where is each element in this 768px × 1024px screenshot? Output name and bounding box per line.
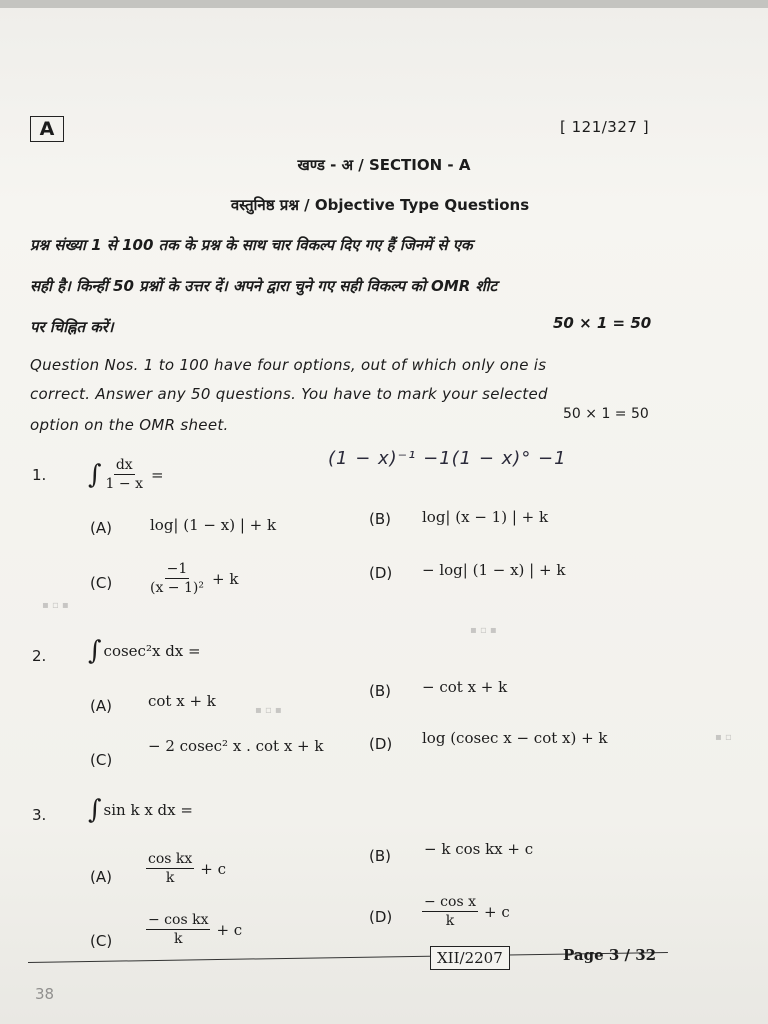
- q2-option-d-text: log (cosec x − cot x) + k: [422, 729, 608, 747]
- q3-option-d-suffix: + c: [483, 902, 510, 921]
- bleed-through-mark: ▪ ▫ ▪: [255, 705, 282, 716]
- q1-option-b-text: log| (x − 1) | + k: [422, 508, 549, 526]
- question-3-stem: [88, 797, 193, 823]
- q3-option-d-label: (D): [369, 908, 393, 926]
- q3-option-a-suffix: + c: [200, 859, 227, 878]
- q1-option-c-fraction: [148, 560, 206, 597]
- question-2-stem: [88, 638, 201, 664]
- fraction-denominator: k: [173, 931, 183, 947]
- fraction-numerator: − cos kx: [148, 912, 209, 928]
- q1-option-c-suffix: + k: [211, 569, 239, 588]
- q1-option-d-label: (D): [369, 564, 393, 582]
- footer-page-number: Page 3 / 32: [563, 946, 657, 964]
- equals-sign: =: [150, 465, 164, 484]
- fraction-denominator: (x − 1)²: [150, 580, 204, 596]
- q2-option-c-label: (C): [90, 751, 113, 769]
- english-instruction-line-2: correct. Answer any 50 questions. You have to mark your selected: [30, 385, 548, 403]
- fraction-numerator: −1: [166, 561, 188, 577]
- fraction-denominator: 1 − x: [105, 476, 143, 492]
- q3-option-d-fraction: [422, 893, 478, 930]
- bleed-through-number: 38: [35, 985, 55, 1003]
- q3-option-c-suffix: + c: [216, 920, 243, 939]
- integral-sign: ∫: [88, 459, 102, 490]
- q1-option-a-text: log| (1 − x) | + k: [150, 516, 277, 534]
- bleed-through-mark: ▪ ▫: [715, 732, 732, 743]
- q2-option-b-text: − cot x + k: [422, 678, 508, 696]
- bleed-through-mark: ▪ ▫ ▪: [42, 600, 69, 611]
- integral-sign: ∫: [88, 795, 102, 825]
- question-1-stem: [88, 456, 164, 493]
- q1-option-b-label: (B): [369, 510, 391, 528]
- fraction-denominator: k: [165, 870, 175, 886]
- section-title: खण्ड - अ / SECTION - A: [297, 156, 471, 174]
- scan-top-edge: [0, 0, 768, 8]
- paper-code: [ 121/327 ]: [560, 118, 650, 136]
- question-1-number: 1.: [32, 466, 47, 484]
- fraction-numerator: − cos x: [424, 894, 476, 910]
- english-instruction-line-1: Question Nos. 1 to 100 have four options, out of which only one is: [30, 356, 547, 374]
- q1-option-a-label: (A): [90, 519, 112, 537]
- objective-title: वस्तुनिष्ठ प्रश्न / Objective Type Questions: [230, 196, 530, 214]
- hindi-marks: 50 × 1 = 50: [553, 314, 652, 332]
- q3-option-a-label: (A): [90, 868, 112, 886]
- q3-option-c-label: (C): [90, 932, 113, 950]
- english-instruction-line-3: option on the OMR sheet.: [30, 416, 229, 434]
- set-label-box: A: [30, 116, 64, 142]
- q2-option-b-label: (B): [369, 682, 391, 700]
- hindi-instruction-line-3: पर चिह्नित करें।: [30, 318, 114, 336]
- question-2-number: 2.: [32, 647, 47, 665]
- handwritten-note: (1 − x)⁻¹ −1(1 − x)° −1: [328, 448, 567, 469]
- fraction-denominator: k: [445, 913, 455, 929]
- integral-sign: ∫: [88, 636, 102, 666]
- q3-option-b-text: − k cos kx + c: [424, 840, 534, 858]
- q1-option-c-expr: [148, 560, 238, 597]
- q3-option-b-label: (B): [369, 847, 391, 865]
- question-3-expression: sin k x dx =: [103, 801, 193, 819]
- q1-option-c-label: (C): [90, 574, 113, 592]
- fraction-numerator: dx: [115, 457, 133, 473]
- bleed-through-mark: ▪ ▫ ▪: [470, 625, 497, 636]
- q2-option-a-text: cot x + k: [148, 692, 216, 710]
- hindi-instruction-line-1: प्रश्न संख्या 1 से 100 तक के प्रश्न के साथ चार विकल्प दिए गए हैं जिनमें से एक: [30, 236, 473, 254]
- question-2-expression: cosec²x dx =: [103, 642, 201, 660]
- question-1-fraction: [104, 456, 145, 493]
- q3-option-d-expr: [422, 893, 510, 930]
- footer-paper-code: XII/2207: [430, 946, 510, 970]
- q3-option-c-fraction: [146, 911, 210, 948]
- q2-option-c-text: − 2 cosec² x . cot x + k: [148, 737, 324, 755]
- q2-option-d-label: (D): [369, 735, 393, 753]
- q3-option-a-expr: [146, 850, 226, 887]
- question-3-number: 3.: [32, 806, 47, 824]
- hindi-instruction-line-2: सही है। किन्हीं 50 प्रश्नों के उत्तर दें। अपने द्वारा चुने गए सही विकल्प को OMR शीट: [30, 277, 498, 295]
- q3-option-a-fraction: [146, 850, 194, 887]
- q1-option-d-text: − log| (1 − x) | + k: [422, 561, 566, 579]
- fraction-numerator: cos kx: [148, 851, 193, 867]
- q2-option-a-label: (A): [90, 697, 112, 715]
- english-marks: 50 × 1 = 50: [563, 406, 649, 422]
- q3-option-c-expr: [146, 911, 242, 948]
